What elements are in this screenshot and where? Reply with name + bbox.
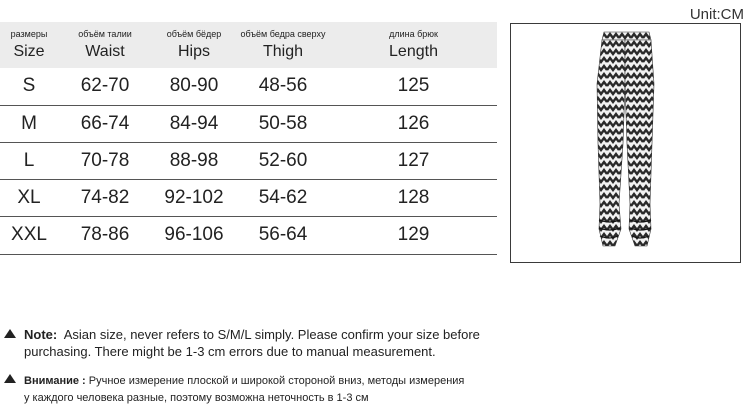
cell-thigh: 50-58 bbox=[258, 112, 308, 134]
table-row bbox=[0, 68, 497, 105]
note-label: Note: bbox=[24, 327, 58, 342]
cell-thigh: 54-62 bbox=[258, 186, 308, 208]
note-label-ru: Внимание : bbox=[24, 375, 86, 387]
product-image bbox=[510, 23, 741, 263]
cell-waist: 70-78 bbox=[80, 149, 130, 171]
header-hips-en: Hips bbox=[177, 42, 210, 60]
cell-waist: 74-82 bbox=[80, 186, 130, 208]
note-ru-line1: Ручное измерение плоской и широкой стороной вниз, методы измерения bbox=[88, 375, 465, 387]
cell-hips: 84-94 bbox=[169, 112, 219, 134]
cell-waist: 62-70 bbox=[80, 75, 130, 97]
cell-length: 127 bbox=[397, 149, 430, 171]
note-text-line1: Asian size, never refers to S/M/L simply. Please confirm your size before bbox=[63, 327, 480, 342]
table-row bbox=[0, 142, 497, 179]
cell-waist: 66-74 bbox=[80, 112, 130, 134]
cell-waist: 78-86 bbox=[80, 224, 130, 245]
cell-thigh: 52-60 bbox=[258, 149, 308, 171]
header-thigh bbox=[236, 22, 330, 68]
size-chart-table bbox=[0, 22, 497, 255]
header-hips bbox=[152, 22, 236, 68]
warning-triangle-icon bbox=[4, 329, 16, 338]
unit-label: Unit:CM bbox=[689, 6, 744, 23]
table-row bbox=[0, 216, 497, 254]
cell-size: XL bbox=[17, 186, 41, 208]
header-size-en: Size bbox=[13, 42, 45, 60]
header-waist bbox=[58, 22, 152, 68]
cell-size: S bbox=[22, 75, 36, 97]
header-size bbox=[0, 22, 58, 68]
header-thigh-ru: объём бедра сверху bbox=[240, 28, 326, 39]
note-text-line2: purchasing. There might be 1-3 cm errors due to manual measurement. bbox=[24, 344, 436, 359]
header-length bbox=[330, 22, 497, 68]
cell-thigh: 48-56 bbox=[258, 75, 308, 97]
cell-thigh: 56-64 bbox=[258, 224, 308, 245]
header-waist-en: Waist bbox=[85, 42, 125, 60]
note-ru-line2: у каждого человека разные, поэтому возможна неточность в 1-3 см bbox=[24, 392, 369, 404]
table-header-row bbox=[0, 22, 497, 68]
header-hips-ru: объём бёдер bbox=[166, 28, 222, 39]
cell-size: XXL bbox=[11, 224, 47, 245]
note-asian-size bbox=[0, 326, 520, 360]
table-row bbox=[0, 105, 497, 142]
header-length-ru: длина брюк bbox=[389, 28, 438, 39]
zigzag-leggings-illustration bbox=[511, 24, 740, 262]
header-waist-ru: объём талии bbox=[78, 28, 132, 39]
cell-hips: 96-106 bbox=[164, 224, 224, 245]
cell-length: 128 bbox=[397, 186, 430, 208]
cell-length: 126 bbox=[397, 112, 430, 134]
warning-triangle-icon bbox=[4, 374, 16, 383]
header-length-en: Length bbox=[389, 42, 438, 60]
cell-length: 125 bbox=[397, 75, 430, 97]
note-russian bbox=[0, 373, 520, 407]
cell-hips: 92-102 bbox=[164, 186, 224, 208]
table-row bbox=[0, 179, 497, 216]
cell-length: 129 bbox=[397, 224, 430, 245]
cell-size: M bbox=[21, 112, 37, 134]
header-thigh-en: Thigh bbox=[262, 42, 304, 60]
cell-size: L bbox=[23, 149, 35, 171]
cell-hips: 80-90 bbox=[169, 75, 219, 97]
cell-hips: 88-98 bbox=[169, 149, 219, 171]
header-size-ru: размеры bbox=[10, 28, 48, 39]
